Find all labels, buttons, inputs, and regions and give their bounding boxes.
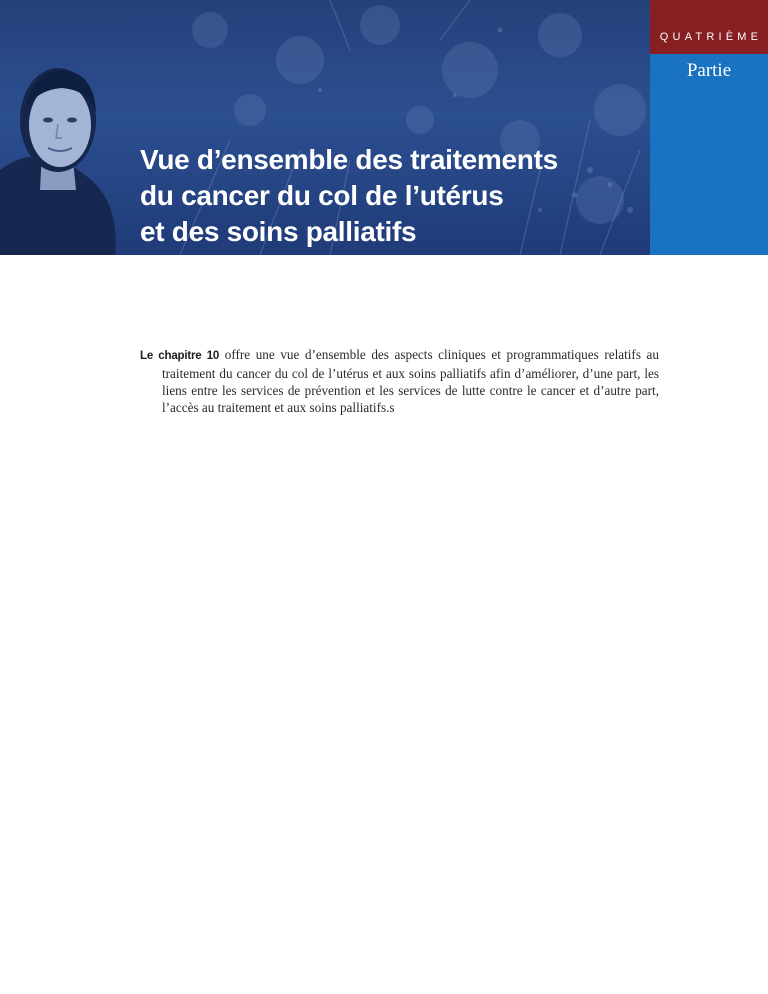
- title-line-1: Vue d’ensemble des traitements: [140, 144, 558, 175]
- part-tab: [650, 0, 768, 255]
- title-line-3: et des soins palliatifs: [140, 216, 417, 247]
- title-line-2: du cancer du col de l’utérus: [140, 180, 504, 211]
- part-label: Partie: [686, 60, 732, 81]
- page-title: [140, 142, 640, 250]
- header-banner: [0, 0, 650, 255]
- chapter-summary: [140, 346, 659, 416]
- part-ordinal-band: [650, 0, 768, 54]
- chapter-reference: Le chapitre 10: [140, 350, 220, 362]
- chapter-summary-text: offre une vue d’ensemble des aspects cliniques et programmatiques relatifs au traitement du cancer du col de l’utérus et aux soins palliatifs afin d’améliorer, d’une part, les liens entre les services de prévention et les services de lutte contre le cancer et d’autre part, l’accès au traitement et aux soins palliatifs.s: [162, 347, 659, 415]
- woman-portrait-image: [0, 0, 160, 255]
- part-ordinal: QUATRIÈME: [659, 31, 763, 43]
